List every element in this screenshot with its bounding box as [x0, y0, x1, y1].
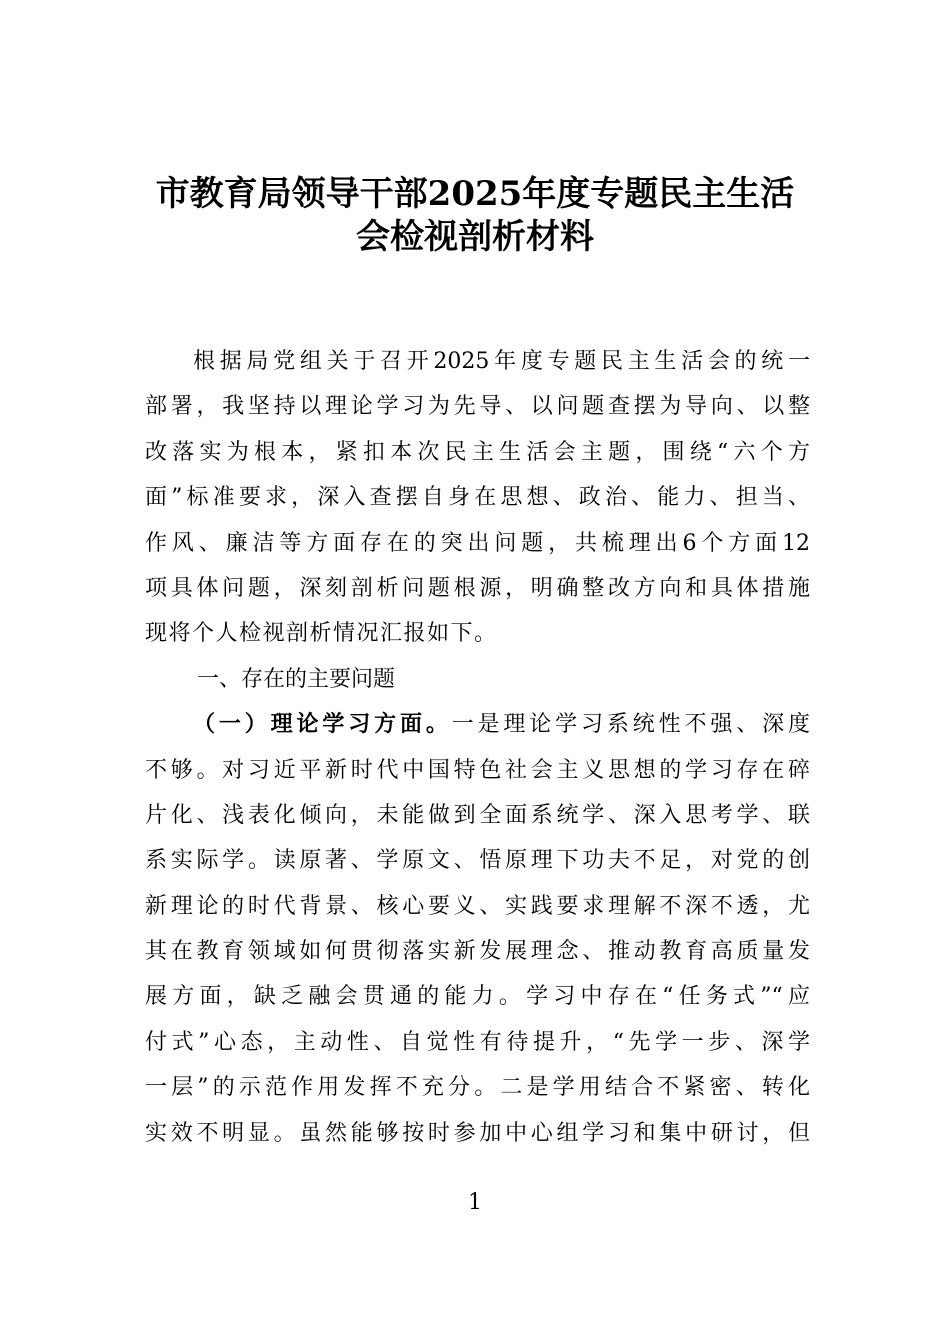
document-body: [145, 339, 810, 1156]
intro-line: 面”标准要求，深入查摆自身在思想、政治、能力、担当、: [145, 485, 810, 511]
subsection-line: 片化、浅表化倾向，未能做到全面系统学、深入思考学、联: [145, 802, 810, 828]
subsection-line: 一层”的示范作用发挥不充分。二是学用结合不紧密、转化: [145, 1075, 810, 1101]
intro-line: 现将个人检视剖析情况汇报如下。: [145, 621, 498, 647]
subsection-line: 实效不明显。虽然能够按时参加中心组学习和集中研讨，但: [145, 1120, 810, 1146]
subsection-line: 其在教育领域如何贯彻落实新发展理念、推动教育高质量发: [145, 939, 810, 965]
document-title-line-2: 会检视剖析材料: [356, 217, 594, 257]
subsection-line: 系实际学。读原著、学原文、悟原理下功夫不足，对党的创: [145, 848, 810, 874]
subsection-line: 新理论的时代背景、核心要义、实践要求理解不深不透，尤: [145, 893, 810, 919]
subsection-line: 不够。对习近平新时代中国特色社会主义思想的学习存在碎: [145, 757, 810, 783]
document-title-line-1: 市教育局领导干部2025年度专题民主生活: [155, 174, 795, 214]
intro-line: 部署，我坚持以理论学习为先导、以问题查摆为导向、以整: [145, 394, 810, 420]
intro-line: 项具体问题，深刻剖析问题根源，明确整改方向和具体措施: [145, 575, 810, 601]
subsection-lead: （一）理论学习方面。: [193, 711, 452, 738]
subsection-line: 展方面，缺乏融会贯通的能力。学习中存在“任务式”“应: [145, 984, 810, 1010]
subsection-first-line: [145, 702, 810, 747]
intro-line: 改落实为根本，紧扣本次民主生活会主题，围绕“六个方: [145, 439, 810, 465]
subsection-line: 付式”心态，主动性、自觉性有待提升，“先学一步、深学: [145, 1029, 810, 1055]
page-number: 1: [468, 1190, 482, 1215]
intro-line: 根据局党组关于召开2025年度专题民主生活会的统一: [193, 349, 810, 374]
intro-line: 作风、廉洁等方面存在的突出问题，共梳理出6个方面12: [145, 530, 810, 556]
subsection-first-line-rest: 一是理论学习系统性不强、深度: [451, 712, 810, 738]
section-heading: 一、存在的主要问题: [197, 666, 396, 692]
